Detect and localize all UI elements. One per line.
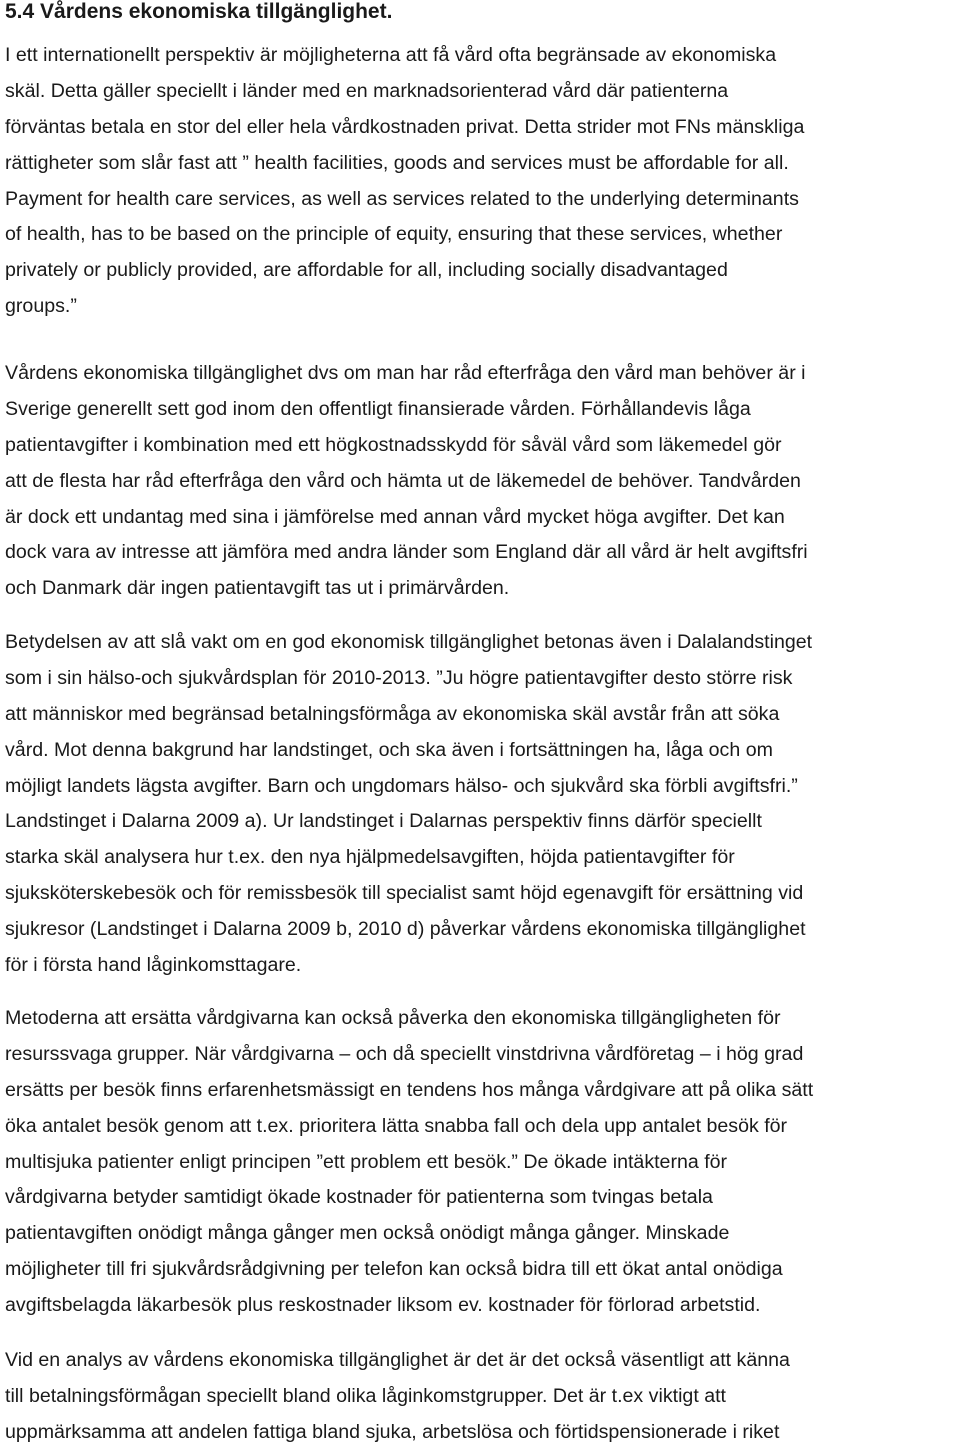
text-line: vårdgivarna betyder samtidigt ökade kostnader för patienterna som tvingas betala <box>5 1186 713 1209</box>
text-line: avgiftsbelagda läkarbesök plus reskostnader liksom ev. kostnader för förlorad arbetstid. <box>5 1294 761 1317</box>
text-line: dock vara av intresse att jämföra med andra länder som England där all vård är helt avgiftsfri <box>5 541 808 564</box>
text-line: uppmärksamma att andelen fattiga bland sjuka, arbetslösa och förtidspensionerade i riket <box>5 1420 780 1443</box>
text-line: som i sin hälso-och sjukvårdsplan för 2010-2013. ”Ju högre patientavgifter desto större risk <box>5 666 793 689</box>
text-line: öka antalet besök genom att t.ex. prioritera lätta snabba fall och dela upp antalet besök för <box>5 1114 788 1137</box>
text-line: Vårdens ekonomiska tillgänglighet dvs om man har råd efterfråga den vård man behöver är i <box>5 362 806 384</box>
text-line: I ett internationellt perspektiv är möjligheterna att få vård ofta begränsade av ekonomiska <box>5 44 777 66</box>
text-line: för i första hand låginkomsttagare. <box>5 954 302 977</box>
paragraph-3 <box>5 625 955 984</box>
paragraph-2 <box>5 356 955 607</box>
text-line: och Danmark där ingen patientavgift tas ut i primärvården. <box>5 577 510 600</box>
text-line: förväntas betala en stor del eller hela vårdkostnaden privat. Detta strider mot FNs mänskliga <box>5 115 805 138</box>
paragraph-5 <box>5 1343 955 1446</box>
text-line: multisjuka patienter enligt principen ”ett problem ett besök.” De ökade intäkterna för <box>5 1150 728 1173</box>
text-line: rättigheter som slår fast att ” health facilities, goods and services must be affordable for all. <box>5 151 789 174</box>
text-line: patientavgifter i kombination med ett högkostnadsskydd för såväl vård som läkemedel gör <box>5 433 782 456</box>
text-line: patientavgiften onödigt många gånger men också onödigt många gånger. Minskade <box>5 1222 730 1245</box>
text-line: möjligt landets lägsta avgifter. Barn och ungdomars hälso- och sjukvård ska förbli avgiftsfri.” <box>5 774 798 797</box>
text-line: är dock ett undantag med sina i jämförelse med annan vård mycket höga avgifter. Det kan <box>5 505 785 528</box>
text-line: starka skäl analysera hur t.ex. den nya hjälpmedelsavgiften, höjda patientavgifter för <box>5 846 735 869</box>
text-line: resurssvaga grupper. När vårdgivarna – och då speciellt vinstdrivna vårdföretag – i hög grad <box>5 1042 804 1065</box>
text-line: sjuksköterskebesök och för remissbesök till specialist samt höjd egenavgift för ersättning vid <box>5 882 804 905</box>
paragraph-4 <box>5 1001 955 1324</box>
text-line: Sverige generellt sett god inom den offentligt finansierade vården. Förhållandevis låga <box>5 397 751 420</box>
text-line: att människor med begränsad betalningsförmåga av ekonomiska skäl avstår från att söka <box>5 702 780 725</box>
text-line: till betalningsförmågan speciellt bland olika låginkomstgrupper. Det är t.ex viktigt att <box>5 1384 726 1407</box>
text-line: Payment for health care services, as well as services related to the underlying determinants <box>5 187 799 210</box>
text-line: Landstinget i Dalarna 2009 a). Ur landstinget i Dalarnas perspektiv finns därför speciellt <box>5 810 762 833</box>
text-line: att de flesta har råd efterfråga den vård och hämta ut de läkemedel de behöver. Tandvården <box>5 469 801 492</box>
text-line: privately or publicly provided, are affordable for all, including socially disadvantaged <box>5 259 728 282</box>
text-line: skäl. Detta gäller speciellt i länder med en marknadsorienterad vård där patienterna <box>5 79 729 102</box>
text-line: Metoderna att ersätta vårdgivarna kan också påverka den ekonomiska tillgängligheten för <box>5 1007 781 1029</box>
section-heading: 5.4 Vårdens ekonomiska tillgänglighet. <box>5 0 393 23</box>
text-line: of health, has to be based on the principle of equity, ensuring that these services, whether <box>5 223 783 246</box>
text-line: möjligheter till fri sjukvårdsrådgivning per telefon kan också bidra till ett ökat antal onödiga <box>5 1258 783 1281</box>
paragraph-1 <box>5 38 955 325</box>
text-line: ersätts per besök finns erfarenhetsmässigt en tendens hos många vårdgivare att på olika sätt <box>5 1078 814 1101</box>
text-line: Betydelsen av att slå vakt om en god ekonomisk tillgänglighet betonas även i Dalalandstinget <box>5 631 813 653</box>
text-line: vård. Mot denna bakgrund har landstinget, och ska även i fortsättningen ha, låga och om <box>5 738 773 761</box>
text-line: sjukresor (Landstinget i Dalarna 2009 b, 2010 d) påverkar vårdens ekonomiska tillgänglighet <box>5 918 806 941</box>
text-line: Vid en analys av vårdens ekonomiska tillgänglighet är det är det också väsentligt att känna <box>5 1349 790 1371</box>
text-line: groups.” <box>5 295 77 318</box>
